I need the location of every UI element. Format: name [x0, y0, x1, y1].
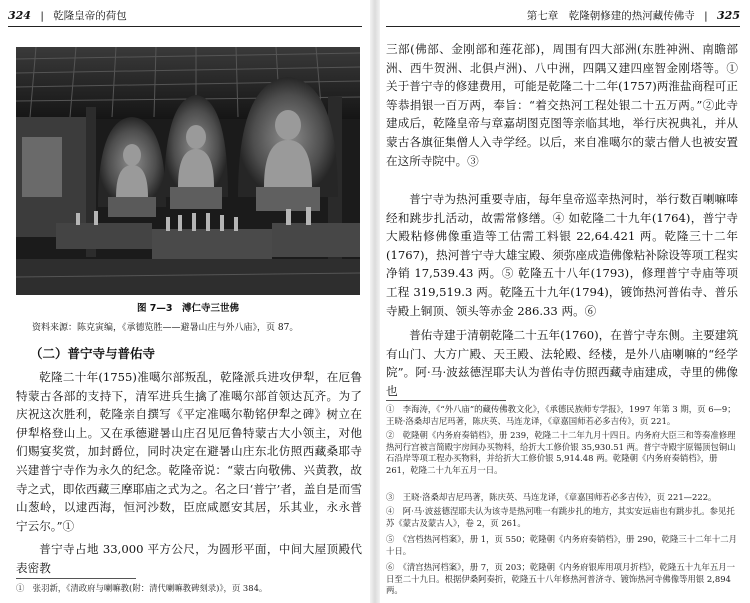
temple-buddha-photo: [16, 47, 360, 295]
right-paragraph-2: 普宁寺为热河重要寺庙，每年皇帝巡幸热河时，举行数百喇嘛唪经和跳步扎活动，故需常修缮。④ 如乾隆二十九年(1764)，普宁寺大殿粘修佛像重造等工估需工料银 22,64.421 两。乾隆三十二年(1767)，热河普宁寺大雄宝殿、须弥座成造佛像粘补除设等项工程实净销 17,539.43 两。⑤ 乾隆五十八年(1793)，修理普宁寺庙等项工程 319,519.3 两。乾隆五十九年(1794)，镀饰热河普佑寺、普乐寺殿上铜顶、领头等赤金 286.33 两。⑥: [386, 192, 738, 318]
right-paragraph-1: 三部(佛部、金刚部和莲花部)，周围有四大部洲(东胜神洲、南瞻部洲、西牛贺洲、北俱卢洲)、八中洲，四隅又建四座智金刚塔等。① 关于普宁寺的修建费用，可能是乾隆二十二年(1757)两淮盐商程可正等恭捐银一百万两，奉旨：“着交热河工程处银二十五万两。”②此寺建成后，乾隆皇帝与章嘉胡图克图等亲临其地，举行庆祝典礼，并从蒙古各旗征集僧人入寺学经。以后，来自准噶尔的蒙古僧人也被安置在这所寺院中。③: [386, 42, 738, 168]
left-running-head: 324 | 乾隆皇帝的荷包: [8, 6, 362, 27]
figure-caption: 图 7—3 溥仁寺三世佛: [136, 303, 240, 314]
figure-source: 资料来源：陈克寅编，《承德览胜——避暑山庄与外八庙》，页 87。: [32, 323, 299, 333]
left-footnote-1: ① 张羽新，《清政府与喇嘛教(附：清代喇嘛教碑刻录)》，页 384。: [16, 583, 268, 593]
right-page-number: 325: [717, 9, 740, 22]
right-footnote-2: ② 乾隆朝《内务府奏销档》，册 239，乾隆二十二年九月十四日。内务府大臣三和等奏准修理热河行宫被言简殿宇房间办买物料，给折大工修价银 35,930.51 两。普宁寺殿宇原锡顶包铜山石沿岸等项工程办买物料，并给折大工修价银 5,914.48 两。乾隆朝《内务府奏销档》，册 261，乾隆二十九年五月一日。: [386, 430, 736, 475]
right-footnote-4: ④ 阿·马·波兹德涅耶夫认为该寺是热河唯一有跳步扎的地方，其实安远庙也有跳步扎。参见托苏《蒙古及蒙古人》，卷 2，页 261。: [386, 506, 735, 528]
right-page: [380, 0, 750, 603]
left-paragraph-1: 乾隆二十年(1755)准噶尔部叛乱，乾隆派兵进攻伊犁，在厄鲁特蒙古各部的支持下，清军进兵生擒了准噶尔部首领达瓦齐。为了庆祝这次胜利，乾隆亲自撰写《平定准噶尔勒铭伊犁之碑》树立在伊犁格登山上。又在承德避暑山庄召见厄鲁特蒙古大小领主，对他们赐宴奖赏，加封爵位，同时决定在避暑山庄东北仿照西藏桑耶寺兴建普宁寺作为永久的纪念。乾隆帝说：“蒙古向敬佛、兴黄教，故寺之式，即依西藏三摩耶庙之式为之。名之曰‘普宁’者，盖自是而雪山葱岭，以逮西海，恒河沙数，臣庶咸愿安其居，乐其业，永永普宁云尔。”①: [16, 370, 362, 533]
book-gutter: [370, 0, 380, 603]
right-footnote-3: ③ 王晓·洛桑却吉尼玛著，陈庆英、马连龙译，《章嘉国师若必多吉传》，页 221—222。: [386, 492, 717, 502]
left-page-number: 324: [8, 9, 31, 22]
right-footnote-5: ⑤ 《宫档热河档案》，册 1，页 550；乾隆朝《内务府奏销档》，册 290，乾隆三十二年十二月十日。: [386, 534, 737, 556]
right-footnote-1: ① 李海涛，《“外八庙”的藏传佛教文化》，《承德民族师专学报》，1997 年第 3 期，页 6—9；王晓·洛桑却吉尼玛著，陈庆英、马连龙译，《章嘉国师若必多吉传》，页 221。: [386, 404, 736, 426]
right-running-head: 第七章 乾隆朝修建的热河藏传佛寺 | 325: [386, 6, 740, 27]
left-running-title: 乾隆皇帝的荷包: [53, 10, 127, 22]
right-footnote-6: ⑥ 《清宫热河档案》，册 7，页 203；乾隆朝《内务府银库用项月折档》，乾隆五十九年五月一日至二十九日。根据伊桑阿奏折，乾隆五十八年修热河普济寺、镀饰热河寺佛像等用银 2,894 两。: [386, 562, 736, 596]
left-paragraph-2: 普宁寺占地 33,000 平方公尺，为圆形平面，中间大屋顶殿代表密教: [16, 542, 362, 575]
left-page: [0, 0, 370, 603]
left-footnote-rule: [16, 578, 136, 579]
section-title: （二）普宁寺与普佑寺: [30, 346, 156, 361]
right-paragraph-3: 普佑寺建于清朝乾隆二十五年(1760)，在普宁寺东侧。主要建筑有山门、大方广殿、天王殿、法轮殿、经楼，是外八庙喇嘛的“经学院”。阿·马·波兹德涅耶夫认为普佑寺仿照西藏寺庙建成，寺里的佛像也: [386, 328, 738, 398]
right-footnote-rule: [386, 400, 506, 401]
right-running-title: 第七章 乾隆朝修建的热河藏传佛寺: [526, 10, 695, 22]
